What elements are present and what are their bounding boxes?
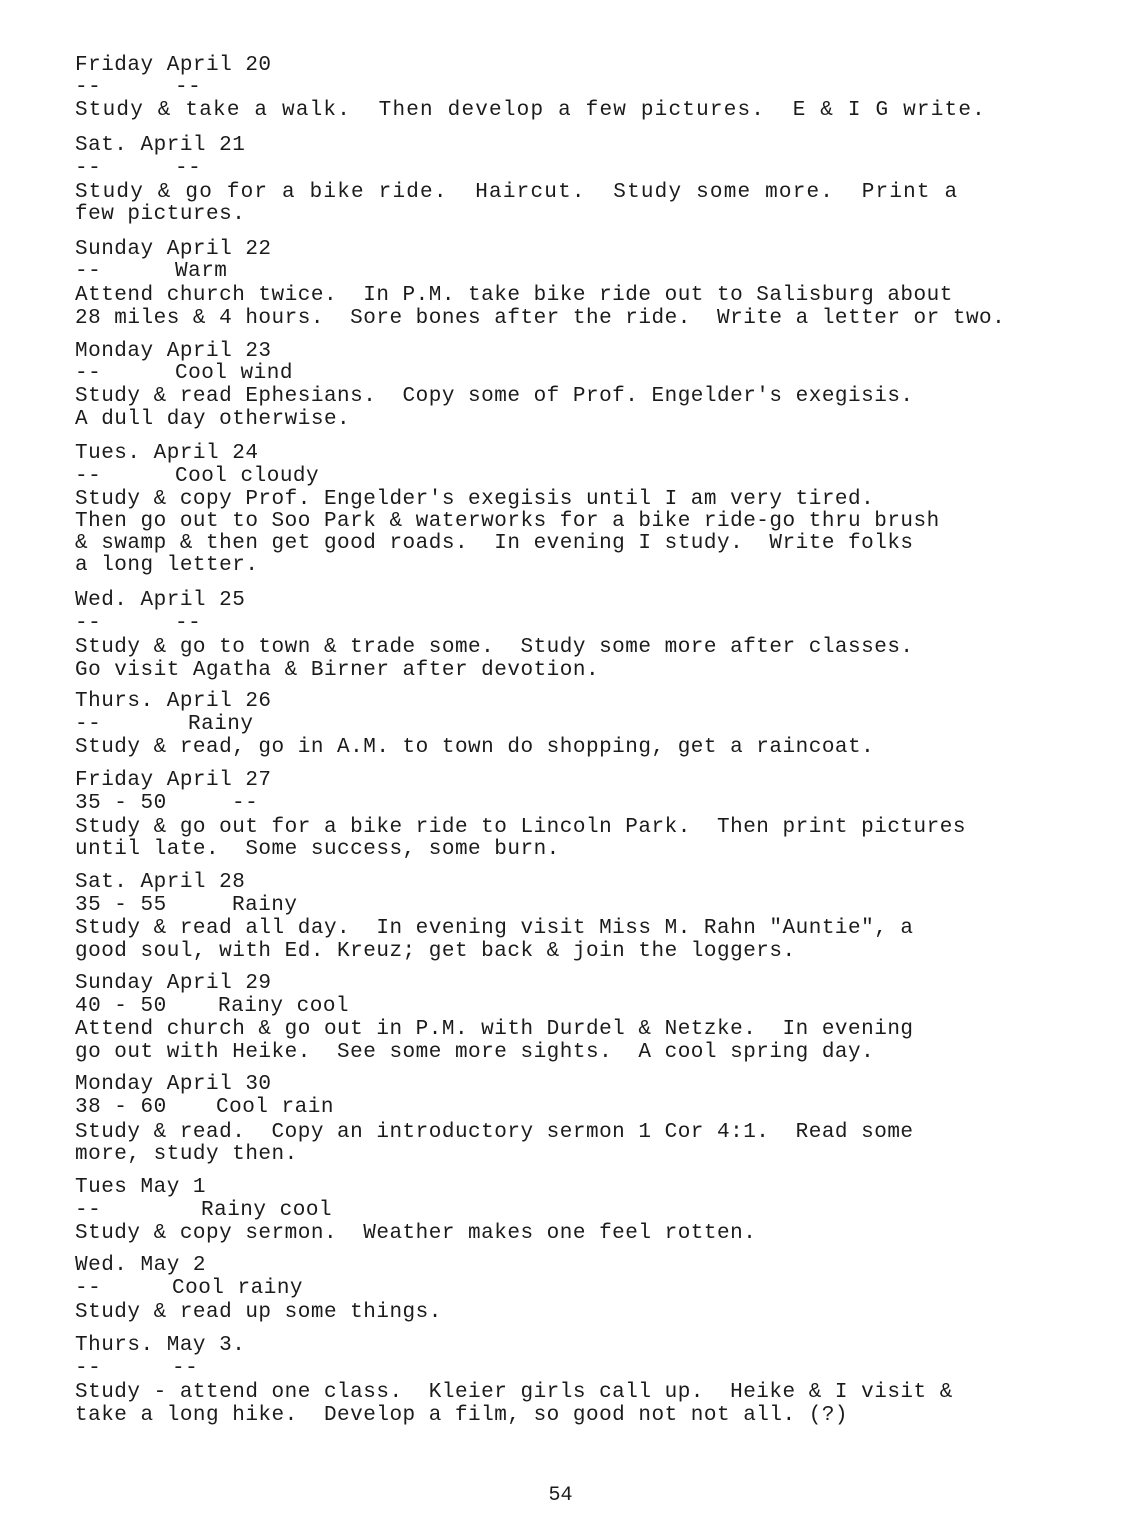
entry-text-line: Study & copy Prof. Engelder's exegisis until I am very tired.	[75, 488, 875, 511]
entry-temp: --	[75, 76, 102, 99]
entry-temp: --	[75, 713, 102, 736]
entry-date: Sunday April 29	[75, 972, 272, 995]
entry-temp: 40 - 50	[75, 995, 167, 1018]
entry-weather: Cool wind	[175, 362, 293, 385]
entry-weather: Rainy	[188, 713, 254, 736]
entry-temp: 38 - 60	[75, 1096, 167, 1119]
entry-text-line: until late. Some success, some burn.	[75, 838, 560, 861]
entry-weather: --	[175, 76, 202, 99]
entry-weather: Cool cloudy	[175, 465, 320, 488]
entry-temp: --	[75, 1277, 102, 1300]
entry-text-line: 28 miles & 4 hours. Sore bones after the ride. Write a letter or two.	[75, 307, 1006, 330]
entry-weather: --	[232, 792, 259, 815]
entry-date: Tues May 1	[75, 1176, 207, 1199]
entry-text-line: Study & copy sermon. Weather makes one feel rotten.	[75, 1222, 757, 1245]
page-number: 54	[548, 1484, 573, 1507]
entry-temp: --	[75, 1357, 102, 1380]
entry-text-line: Study & go to town & trade some. Study some more after classes.	[75, 636, 914, 659]
entry-text-line: good soul, with Ed. Kreuz; get back & join the loggers.	[75, 940, 796, 963]
entry-text-line: & swamp & then get good roads. In evening I study. Write folks	[75, 532, 914, 555]
entry-temp: --	[75, 260, 102, 283]
entry-text-line: more, study then.	[75, 1143, 298, 1166]
entry-text-line: Study & read, go in A.M. to town do shopping, get a raincoat.	[75, 736, 875, 759]
entry-temp: --	[75, 1199, 102, 1222]
entry-weather: Rainy cool	[218, 995, 350, 1018]
entry-temp: --	[75, 362, 102, 385]
entry-temp: --	[75, 465, 102, 488]
entry-weather: --	[175, 157, 202, 180]
entry-text-line: A dull day otherwise.	[75, 408, 351, 431]
entry-text-line: Study & read. Copy an introductory sermon 1 Cor 4:1. Read some	[75, 1121, 914, 1144]
entry-text-line: Attend church & go out in P.M. with Durdel & Netzke. In evening	[75, 1018, 914, 1041]
entry-text-line: Study - attend one class. Kleier girls call up. Heike & I visit &	[75, 1381, 953, 1404]
entry-text-line: a long letter.	[75, 554, 259, 577]
entry-text-line: go out with Heike. See some more sights. A cool spring day.	[75, 1041, 875, 1064]
entry-text-line: Study & read up some things.	[75, 1301, 442, 1324]
entry-weather: --	[172, 1357, 199, 1380]
entry-temp: --	[75, 157, 102, 180]
entry-weather: Warm	[175, 260, 228, 283]
entry-date: Thurs. April 26	[75, 690, 272, 713]
entry-date: Tues. April 24	[75, 442, 259, 465]
entry-date: Sunday April 22	[75, 238, 272, 261]
entry-date: Sat. April 28	[75, 871, 246, 894]
entry-date: Sat. April 21	[75, 134, 246, 157]
entry-text-line: few pictures.	[75, 203, 246, 226]
entry-text-line: Study & go for a bike ride. Haircut. Study some more. Print a	[75, 181, 959, 204]
entry-text-line: Study & read Ephesians. Copy some of Prof. Engelder's exegisis.	[75, 385, 914, 408]
entry-text-line: Study & take a walk. Then develop a few pictures. E & I G write.	[75, 99, 986, 122]
entry-text-line: Study & go out for a bike ride to Lincoln Park. Then print pictures	[75, 816, 966, 839]
entry-date: Wed. May 2	[75, 1254, 207, 1277]
entry-weather: Rainy cool	[201, 1199, 333, 1222]
entry-text-line: Then go out to Soo Park & waterworks for a bike ride-go thru brush	[75, 510, 940, 533]
entry-text-line: Go visit Agatha & Birner after devotion.	[75, 659, 600, 682]
entry-date: Friday April 20	[75, 54, 272, 77]
entry-weather: Rainy	[232, 894, 298, 917]
entry-temp: --	[75, 612, 102, 635]
entry-temp: 35 - 50	[75, 792, 167, 815]
entry-text-line: Attend church twice. In P.M. take bike ride out to Salisburg about	[75, 284, 953, 307]
entry-weather: Cool rainy	[172, 1277, 304, 1300]
entry-weather: Cool rain	[216, 1096, 334, 1119]
entry-weather: --	[175, 612, 202, 635]
entry-text-line: Study & read all day. In evening visit Miss M. Rahn "Auntie", a	[75, 917, 914, 940]
entry-temp: 35 - 55	[75, 894, 167, 917]
entry-date: Wed. April 25	[75, 589, 246, 612]
entry-date: Monday April 30	[75, 1073, 272, 1096]
entry-date: Friday April 27	[75, 769, 272, 792]
entry-date: Monday April 23	[75, 340, 272, 363]
entry-text-line: take a long hike. Develop a film, so good not not all. (?)	[75, 1404, 849, 1427]
entry-date: Thurs. May 3.	[75, 1334, 246, 1357]
